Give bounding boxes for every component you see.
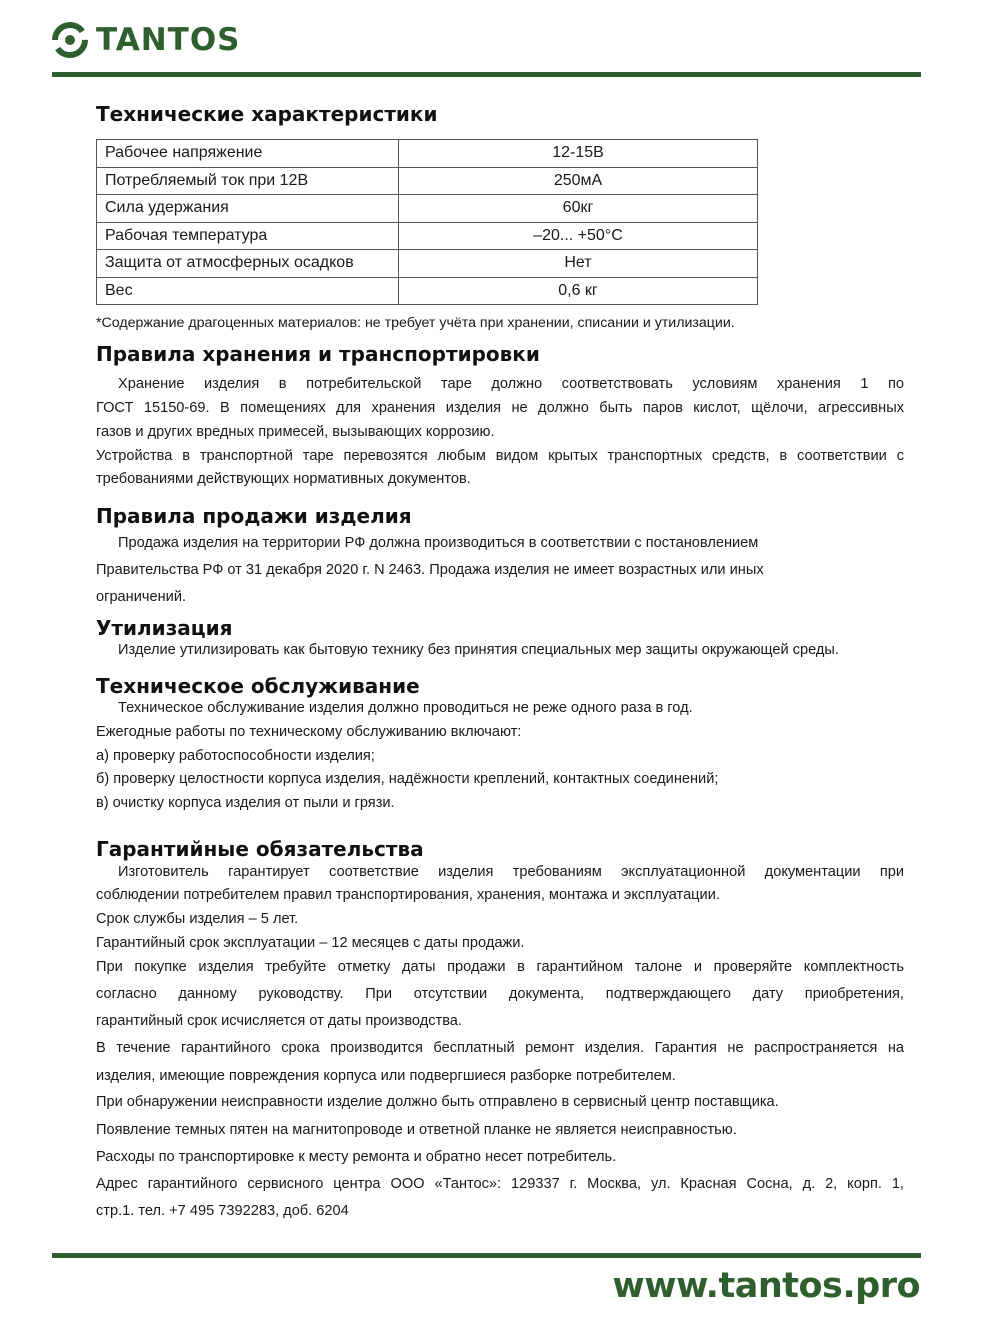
spec-row <box>97 277 758 305</box>
spec-value: 250мА <box>399 167 758 195</box>
section-text-line: стр.1. тел. +7 495 7392283, доб. 6204 <box>96 1203 349 1219</box>
footer-divider <box>52 1253 921 1258</box>
spec-label: Сила удержания <box>97 195 399 223</box>
spec-value: 0,6 кг <box>399 277 758 305</box>
section-text-line: Изготовитель гарантирует соответствие изделия требованиям эксплуатационной документации при <box>118 864 904 880</box>
section-text-line: газов и других вредных примесей, вызывающих коррозию. <box>96 424 495 440</box>
spec-row <box>97 222 758 250</box>
spec-row <box>97 140 758 168</box>
section-text-line: в) очистку корпуса изделия от пыли и грязи. <box>96 795 395 811</box>
spec-row <box>97 250 758 278</box>
specs-table <box>96 139 758 305</box>
section-text-line: ограничений. <box>96 589 187 605</box>
section-text-line: Продажа изделия на территории РФ должна производиться в соответствии с постановлением <box>118 535 759 551</box>
spec-label: Рабочая температура <box>97 222 399 250</box>
section-text-line: Техническое обслуживание изделия должно проводиться не реже одного раза в год. <box>118 700 693 716</box>
section-title: Техническое обслуживание <box>96 674 420 698</box>
section-text-line: Появление темных пятен на магнитопроводе и ответной планке не является неисправностью. <box>96 1122 737 1138</box>
section-text-line: Адрес гарантийного сервисного центра ООО «Тантос»: 129337 г. Москва, ул. Красная Сосна, д. 2, корп. 1, <box>96 1176 904 1192</box>
section-text-line: Срок службы изделия – 5 лет. <box>96 911 299 927</box>
spec-label: Вес <box>97 277 399 305</box>
spec-row <box>97 167 758 195</box>
section-title: Гарантийные обязательства <box>96 837 424 861</box>
section-text-line: Хранение изделия в потребительской таре должно соответствовать условиям хранения 1 по <box>118 376 904 392</box>
section-text-line: Устройства в транспортной таре перевозятся любым видом крытых транспортных средств, в соответствии с <box>96 448 904 464</box>
brand-logo <box>50 20 241 60</box>
section-text-line: Гарантийный срок эксплуатации – 12 месяцев с даты продажи. <box>96 935 525 951</box>
section-text-line: При обнаружении неисправности изделие должно быть отправлено в сервисный центр поставщика. <box>96 1094 779 1110</box>
spec-value: Нет <box>399 250 758 278</box>
header-divider <box>52 72 921 77</box>
section-text-line: Расходы по транспортировке к месту ремонта и обратно несет потребитель. <box>96 1149 617 1165</box>
spec-row <box>97 195 758 223</box>
section-title: Правила продажи изделия <box>96 504 412 528</box>
section-text-line: б) проверку целостности корпуса изделия, надёжности креплений, контактных соединений; <box>96 771 719 787</box>
brand-name: TANTOS <box>96 22 241 58</box>
section-text-line: Изделие утилизировать как бытовую технику без принятия специальных мер защиты окружающей среды. <box>118 642 839 658</box>
section-text-line: При покупке изделия требуйте отметку даты продажи в гарантийном талоне и проверяйте комплектность <box>96 959 904 975</box>
spec-value: 60кг <box>399 195 758 223</box>
section-text-line: В течение гарантийного срока производится бесплатный ремонт изделия. Гарантия не распространяется на <box>96 1040 904 1056</box>
section-text-line: требованиями действующих нормативных документов. <box>96 471 471 487</box>
section-text-line: изделия, имеющие повреждения корпуса или подвергшиеся разборке потребителем. <box>96 1068 676 1084</box>
section-text-line: ГОСТ 15150-69. В помещениях для хранения изделия не должно быть паров кислот, щёлочи, агрессивных <box>96 400 904 416</box>
section-text-line: Правительства РФ от 31 декабря 2020 г. N 2463. Продажа изделия не имеет возрастных или иных <box>96 562 764 578</box>
section-text-line: соблюдении потребителем правил транспортирования, хранения, монтажа и эксплуатации. <box>96 887 720 903</box>
section-text-line: согласно данному руководству. При отсутствии документа, подтверждающего дату приобретения, <box>96 986 904 1002</box>
specs-title: Технические характеристики <box>96 102 438 126</box>
section-text-line: а) проверку работоспособности изделия; <box>96 748 375 764</box>
spec-label: Защита от атмосферных осадков <box>97 250 399 278</box>
section-title: Правила хранения и транспортировки <box>96 342 540 366</box>
tantos-logo-icon <box>50 20 90 60</box>
section-title: Утилизация <box>96 616 233 640</box>
specs-footnote: *Содержание драгоценных материалов: не требует учёта при хранении, списании и утилизации. <box>96 315 735 331</box>
section-text-line: гарантийный срок исчисляется от даты производства. <box>96 1013 462 1029</box>
section-text-line: Ежегодные работы по техническому обслуживанию включают: <box>96 724 522 740</box>
website-link[interactable]: www.tantos.pro <box>612 1266 920 1306</box>
spec-value: 12-15В <box>399 140 758 168</box>
spec-label: Рабочее напряжение <box>97 140 399 168</box>
spec-value: –20... +50°С <box>399 222 758 250</box>
spec-label: Потребляемый ток при 12В <box>97 167 399 195</box>
